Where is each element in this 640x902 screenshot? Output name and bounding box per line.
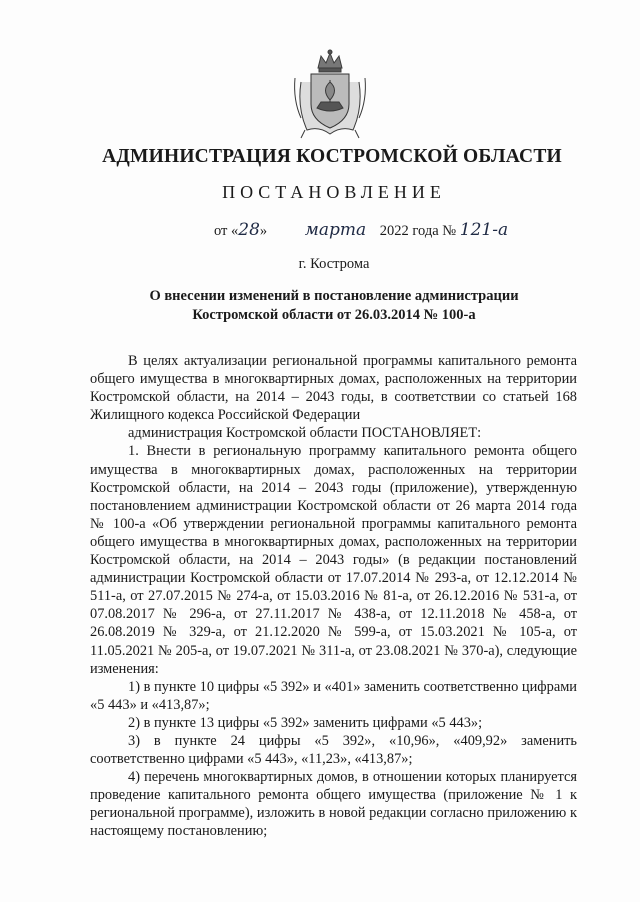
subject-line-2: Костромской области от 26.03.2014 № 100-а [192,307,476,323]
paragraph: 1. Внести в региональную программу капитального ремонта общего имущества в многоквартирных домах, расположенных на территории Костромской области, на 2014 – 2043 годы (приложение), утвержденную постановлением администрации Костромской области от 26 марта 2014 года № 100-а «Об утверждении региональной программы капитального ремонта общего имущества в многоквартирных домах, расположенных на территории Костромской области, на 2014 – 2043 годы» (в редакции постановлений администрации Костромской области от 17.07.2014 № 293-а, от 12.12.2014 № 511-а, от 27.07.2015 № 274-а, от 15.03.2016 № 81-а, от 26.12.2016 № 531-а, от 07.08.2017 № 296-а, от 27.11.2017 № 438-а, от 12.11.2018 № 458-а, от 26.08.2019 № 329-а, от 21.12.2020 № 599-а, от 15.03.2021 № 105-а, от 11.05.2021 № 205-а, от 19.07.2021 № 311-а, от 23.08.2021 № 370-а), следующие изменения: [90,443,577,677]
paragraph: В целях актуализации региональной программы капитального ремонта общего имущества в многоквартирных домах, расположенных на территории Костромской области, на 2014 – 2043 годы, в соответствии со статьей 168 Жилищного кодекса Российской Федерации [90,353,577,424]
date-month-handwritten: марта [304,220,367,240]
city: г. Кострома [298,256,370,272]
document-body [90,352,577,841]
paragraph: 3) в пункте 24 цифры «5 392», «10,96», «409,92» заменить соответственно цифрами «5 443», «11,23», «413,87»; [90,732,577,768]
subject-line-1: О внесении изменений в постановление администрации [149,288,519,304]
date-day-handwritten: 28 [238,220,260,240]
document-subject [0,287,640,325]
document-type: ПОСТАНОВЛЕНИЕ [222,182,446,202]
date-prefix: от « [214,223,239,239]
paragraph: 2) в пункте 13 цифры «5 392» заменить цифрами «5 443»; [128,714,483,731]
organization-title: АДМИНИСТРАЦИЯ КОСТРОМСКОЙ ОБЛАСТИ [102,146,562,167]
paragraph: 4) перечень многоквартирных домов, в отношении которых планируется проведение капитального ремонта общего имущества (приложение № 1 к региональной программе), изложить в новой редакции согласно приложению к настоящему постановлению; [90,769,577,840]
date-year-number-label: 2022 года № [379,223,457,239]
paragraph: 1) в пункте 10 цифры «5 392» и «401» заменить соответственно цифрами «5 443» и «413,87»; [90,678,578,713]
document-date-line [214,220,508,240]
kostroma-coat-of-arms-icon [291,48,369,140]
paragraph: администрация Костромской области ПОСТАНОВЛЯЕТ: [128,425,482,442]
date-quote-close: » [259,223,268,239]
document-number-handwritten: 121-а [459,220,509,240]
